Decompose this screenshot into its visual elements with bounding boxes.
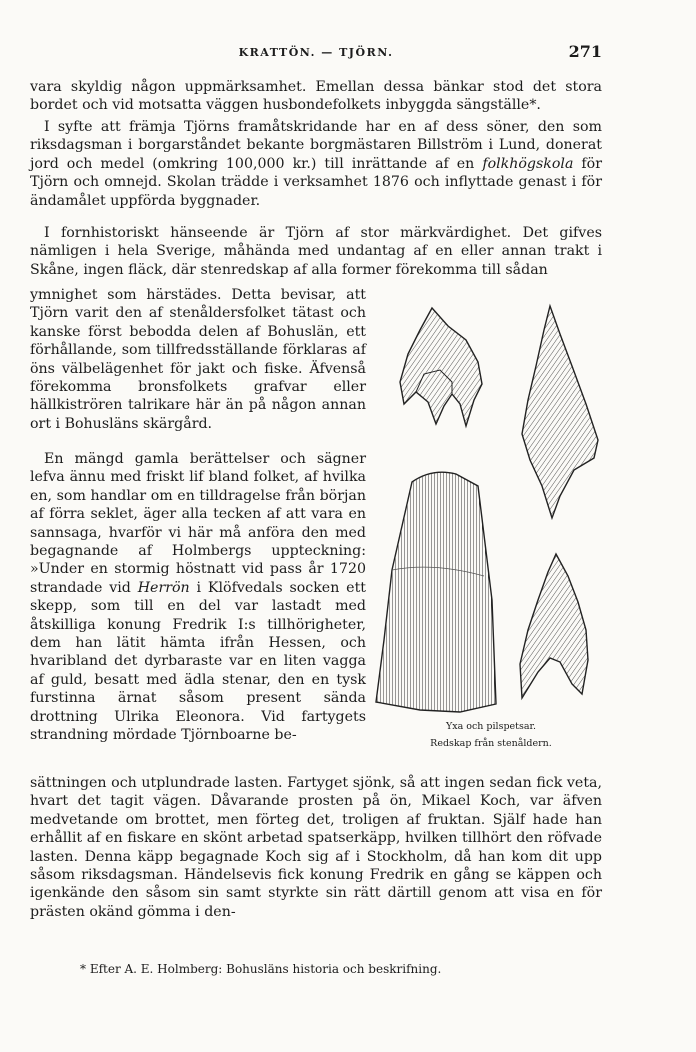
paragraph-2 bbox=[30, 118, 602, 210]
serrated-arrowhead-icon bbox=[520, 554, 588, 698]
page-number: 271 bbox=[568, 42, 602, 61]
paragraph-2-part-b: för Tjörn och omnejd. Skolan trädde i verksamhet 1876 och inflyttade genast i för ändamålet uppförda byggnader. bbox=[30, 155, 602, 209]
paragraph-3-narrow-text: ymnighet som härstädes. Detta bevisar, att Tjörn varit den af stenåldersfolket tätast och kanske först bebodda delen af Bohuslän, ett förhållande, som tillfredsställande förklaras af öns välbelägenhet för jakt och fiske. Äfvenså förekomma bronsfolkets grafvar eller hällkiströren talrikare här än på någon annan ort i Bohusläns skärgård. bbox=[30, 287, 366, 432]
flint-arrowhead-icon bbox=[522, 306, 598, 518]
stone-age-tools-illustration bbox=[374, 300, 608, 740]
paragraph-4-narrow bbox=[30, 450, 366, 745]
stone-axe-icon bbox=[376, 472, 496, 712]
paragraph-2-text bbox=[30, 118, 602, 210]
paragraph-4-part-b: i Klöfvedals socken ett skepp, som till en del var lastadt med åtskilliga konung Fredrik I:s tillhörigheter, dem han lätit hämta ifrån Hessen, och hvaribland det dyrbaraste var en liten vagga af guld, besatt med ädla stenar, den en tysk furstinna ärnat såsom present sända drottning Ulrika Eleonora. Vid fartygets strandning mördade Tjörnboarne be- bbox=[30, 579, 366, 744]
paragraph-3-narrow bbox=[30, 286, 366, 433]
barbed-arrowhead-icon bbox=[400, 308, 482, 426]
paragraph-1-text: vara skyldig någon uppmärksamhet. Emellan dessa bänkar stod det stora bordet och vid motsatta väggen husbondefolkets inbyggda sängställe*. bbox=[30, 79, 602, 114]
herron-emphasis: Herrön bbox=[137, 579, 190, 596]
paragraph-3-full bbox=[30, 224, 602, 279]
folkhogskola-emphasis: folkhögskola bbox=[482, 155, 574, 172]
paragraph-4-full bbox=[30, 774, 602, 921]
page-header bbox=[30, 42, 602, 66]
paragraph-4-part-a: En mängd gamla berättelser och sägner lefva ännu med friskt lif bland folket, af hvilka en, som handlar om en tilldragelse från början af förra seklet, äger alla tecken af att vara en sannsaga, hvarför vi här må anföra den med begagnande af Holmbergs uppteckning: »Under en stormig höstnatt vid pass år 1720 strandade vid bbox=[30, 451, 366, 596]
figure-caption-line-2: Redskap från stenåldern. bbox=[430, 738, 552, 749]
paragraph-4-narrow-text bbox=[30, 450, 366, 745]
running-head: KRATTÖN. — TJÖRN. bbox=[238, 46, 394, 59]
figure-caption-line-1: Yxa och pilspetsar. bbox=[445, 721, 537, 732]
footnote: * Efter A. E. Holmberg: Bohusläns historia och beskrifning. bbox=[80, 962, 442, 976]
paragraph-2-part-a: I syfte att främja Tjörns framåtskridande har en af dess söner, den som riksdagsman i borgarståndet bekante borgmästaren Billström i Lund, donerat jord och medel (omkring 100,000 kr.) till inrättande af en bbox=[30, 119, 602, 172]
paragraph-4-full-text: sättningen och utplundrade lasten. Fartyget sjönk, så att ingen sedan fick veta, hvart det tagit vägen. Dåvarande prosten på ön, Mikael Koch, var äfven medvetande om brottet, men förteg det, troligen af fruktan. Själf hade han erhållit af en fiskare en skönt arbetad spatserkäpp, hvilken tillhört den röfvade lasten. Denna käpp begagnade Koch sig af i Stockholm, då han kom dit upp såsom riksdagsman. Händelsevis fick konung Fredrik en gång se käppen och igenkände den såsom sin samt styrkte sin rätt därtill genom att visa en för prästen okänd gömma i den- bbox=[30, 775, 602, 920]
paragraph-3-full-text: I fornhistoriskt hänseende är Tjörn af stor märkvärdighet. Det gifves nämligen i hela Sverige, måhända med undantag af en eller annan trakt i Skåne, ingen fläck, där stenredskap af alla former förekomma till sådan bbox=[30, 225, 602, 278]
paragraph-1 bbox=[30, 78, 602, 115]
